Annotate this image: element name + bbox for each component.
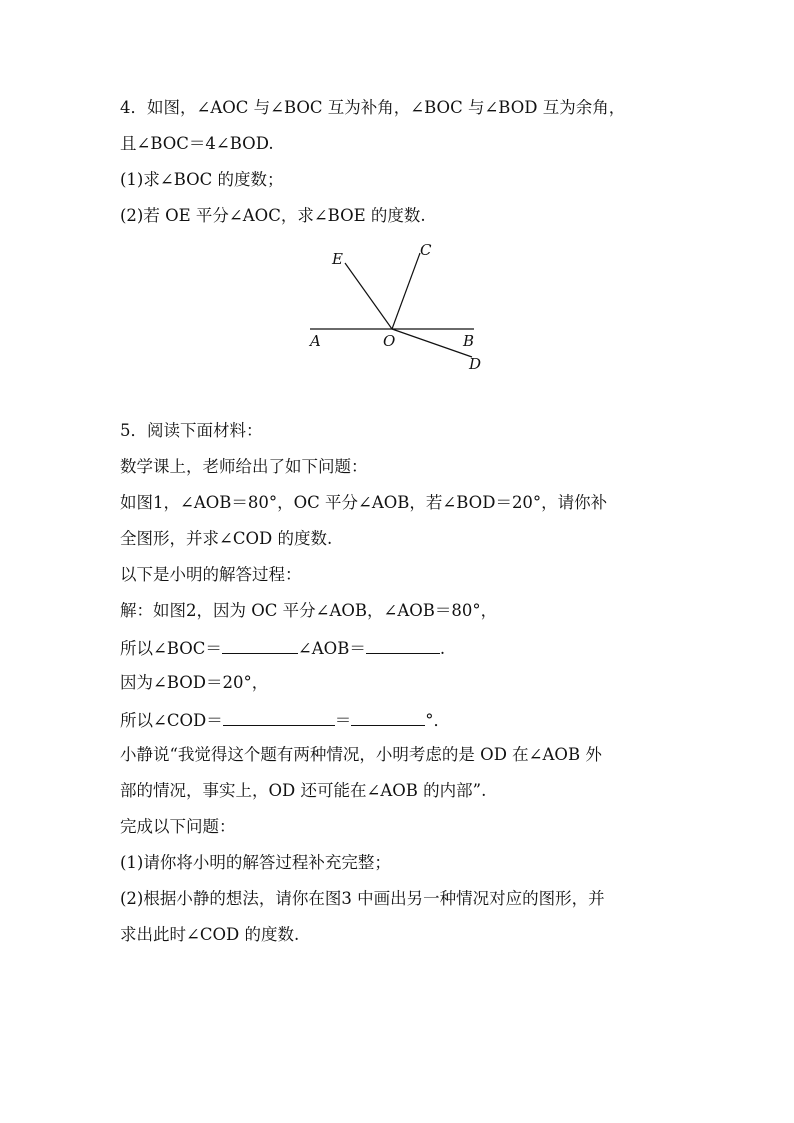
q5-line-12: 完成以下问题： xyxy=(120,817,236,836)
q4-line-2: 且∠BOC＝4∠BOD. xyxy=(120,134,274,153)
label-E: E xyxy=(332,250,343,268)
q5-line-6: 解：如图2，因为 OC 平分∠AOB，∠AOB＝80°， xyxy=(120,601,498,620)
label-C: C xyxy=(420,241,432,259)
q5-line-14: (2)根据小静的想法，请你在图3 中画出另一种情况对应的图形，并 xyxy=(120,889,605,908)
q5-line-8: 因为∠BOD＝20°， xyxy=(120,673,269,692)
q5-line-11: 部的情况，事实上，OD 还可能在∠AOB 的内部”. xyxy=(120,781,487,800)
q5-line-7-a: 所以∠BOC＝ xyxy=(120,639,222,658)
q5-line-9-a: 所以∠COD＝ xyxy=(120,711,223,730)
q5-line-1: 5．阅读下面材料： xyxy=(120,421,263,440)
q5-line-9 xyxy=(120,709,450,731)
q4-line-4: (2)若 OE 平分∠AOC，求∠BOE 的度数. xyxy=(120,206,426,225)
ray-OE xyxy=(345,263,392,329)
label-A: A xyxy=(310,332,321,350)
label-B: B xyxy=(463,332,475,350)
answer-blank-2[interactable] xyxy=(366,637,440,654)
q5-line-7 xyxy=(120,637,445,659)
q5-line-15: 求出此时∠COD 的度数. xyxy=(120,925,300,944)
answer-blank-4[interactable] xyxy=(351,709,425,726)
q5-line-9-c: °． xyxy=(425,711,450,730)
q5-line-9-b: ＝ xyxy=(334,711,352,730)
q5-line-5: 以下是小明的解答过程： xyxy=(120,565,302,584)
ray-OD xyxy=(392,329,475,357)
q4-figure xyxy=(300,235,500,380)
q5-line-2: 数学课上，老师给出了如下问题： xyxy=(120,457,368,476)
label-D: D xyxy=(469,355,482,373)
q5-line-13: (1)请你将小明的解答过程补充完整； xyxy=(120,853,391,872)
answer-blank-3[interactable] xyxy=(223,709,335,726)
label-O: O xyxy=(383,332,396,350)
q5-line-7-b: ∠AOB＝ xyxy=(297,639,366,658)
q4-line-3: (1)求∠BOC 的度数； xyxy=(120,170,284,189)
answer-blank-1[interactable] xyxy=(222,637,298,654)
ray-OC xyxy=(392,253,420,329)
q5-line-7-c: . xyxy=(439,639,446,658)
q4-line-1: 4．如图，∠AOC 与∠BOC 互为补角，∠BOC 与∠BOD 互为余角， xyxy=(120,98,626,117)
q5-line-4: 全图形，并求∠COD 的度数. xyxy=(120,529,333,548)
q5-line-10: 小静说“我觉得这个题有两种情况，小明考虑的是 OD 在∠AOB 外 xyxy=(120,745,602,764)
q5-line-3: 如图1，∠AOB＝80°，OC 平分∠AOB，若∠BOD＝20°，请你补 xyxy=(120,493,608,512)
